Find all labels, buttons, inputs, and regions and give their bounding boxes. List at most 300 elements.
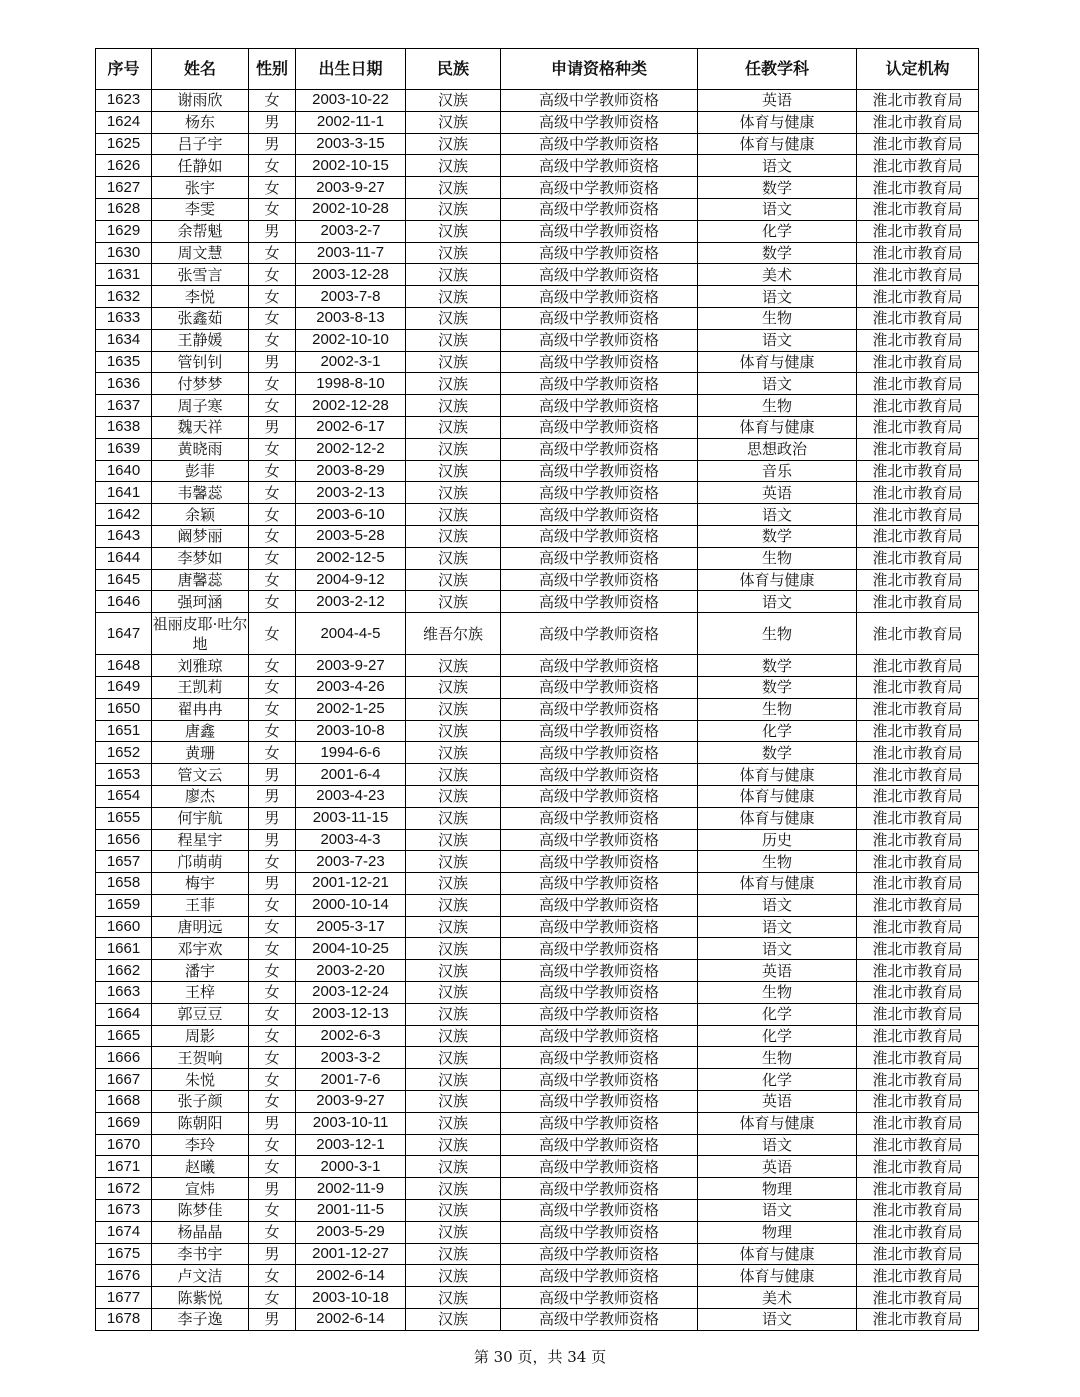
cell-name: 张鑫茹 <box>152 307 249 329</box>
cell-gender: 女 <box>249 264 296 286</box>
cell-serial-number: 1627 <box>96 177 152 199</box>
cell-birth-date: 2004-9-12 <box>296 569 406 591</box>
cell-name: 唐明远 <box>152 916 249 938</box>
cell-ethnicity: 汉族 <box>406 829 501 851</box>
cell-ethnicity: 汉族 <box>406 1025 501 1047</box>
table-row <box>96 395 979 417</box>
cell-name: 余颖 <box>152 504 249 526</box>
cell-gender: 女 <box>249 1156 296 1178</box>
cell-gender: 女 <box>249 720 296 742</box>
cell-subject: 英语 <box>698 1091 857 1113</box>
cell-ethnicity: 汉族 <box>406 1091 501 1113</box>
cell-name: 李梦如 <box>152 547 249 569</box>
cell-ethnicity: 汉族 <box>406 177 501 199</box>
cell-serial-number: 1676 <box>96 1265 152 1287</box>
table-row <box>96 742 979 764</box>
cell-serial-number: 1670 <box>96 1134 152 1156</box>
cell-subject: 语文 <box>698 373 857 395</box>
cell-ethnicity: 汉族 <box>406 676 501 698</box>
table-row <box>96 438 979 460</box>
cell-name: 管文云 <box>152 764 249 786</box>
cell-serial-number: 1665 <box>96 1025 152 1047</box>
cell-certifying-authority: 淮北市教育局 <box>857 742 979 764</box>
cell-name: 李玲 <box>152 1134 249 1156</box>
cell-subject: 英语 <box>698 1156 857 1178</box>
cell-ethnicity: 汉族 <box>406 1047 501 1069</box>
cell-qualification-type: 高级中学教师资格 <box>501 351 698 373</box>
cell-qualification-type: 高级中学教师资格 <box>501 286 698 308</box>
cell-gender: 女 <box>249 591 296 613</box>
table-row <box>96 1265 979 1287</box>
cell-subject: 体育与健康 <box>698 807 857 829</box>
cell-name: 李子逸 <box>152 1309 249 1331</box>
cell-ethnicity: 汉族 <box>406 373 501 395</box>
cell-serial-number: 1668 <box>96 1091 152 1113</box>
cell-birth-date: 2003-10-11 <box>296 1112 406 1134</box>
cell-qualification-type: 高级中学教师资格 <box>501 569 698 591</box>
cell-certifying-authority: 淮北市教育局 <box>857 569 979 591</box>
cell-certifying-authority: 淮北市教育局 <box>857 1265 979 1287</box>
cell-certifying-authority: 淮北市教育局 <box>857 177 979 199</box>
cell-gender: 男 <box>249 764 296 786</box>
cell-certifying-authority: 淮北市教育局 <box>857 351 979 373</box>
cell-subject: 体育与健康 <box>698 111 857 133</box>
cell-qualification-type: 高级中学教师资格 <box>501 504 698 526</box>
cell-certifying-authority: 淮北市教育局 <box>857 1047 979 1069</box>
cell-subject: 思想政治 <box>698 438 857 460</box>
cell-gender: 女 <box>249 547 296 569</box>
cell-gender: 男 <box>249 416 296 438</box>
cell-birth-date: 2004-10-25 <box>296 938 406 960</box>
cell-gender: 女 <box>249 938 296 960</box>
cell-subject: 体育与健康 <box>698 133 857 155</box>
cell-subject: 生物 <box>698 547 857 569</box>
table-row <box>96 1069 979 1091</box>
cell-qualification-type: 高级中学教师资格 <box>501 676 698 698</box>
cell-gender: 男 <box>249 1178 296 1200</box>
cell-birth-date: 2002-12-2 <box>296 438 406 460</box>
cell-birth-date: 2003-12-13 <box>296 1003 406 1025</box>
cell-name: 余帮魁 <box>152 220 249 242</box>
table-row <box>96 1309 979 1331</box>
cell-qualification-type: 高级中学教师资格 <box>501 177 698 199</box>
cell-ethnicity: 汉族 <box>406 960 501 982</box>
cell-gender: 男 <box>249 220 296 242</box>
table-row <box>96 198 979 220</box>
cell-qualification-type: 高级中学教师资格 <box>501 1200 698 1222</box>
header-qualification-type: 申请资格种类 <box>501 49 698 90</box>
cell-certifying-authority: 淮北市教育局 <box>857 1200 979 1222</box>
cell-serial-number: 1677 <box>96 1287 152 1309</box>
cell-subject: 语文 <box>698 1309 857 1331</box>
cell-gender: 女 <box>249 90 296 112</box>
cell-gender: 女 <box>249 613 296 655</box>
cell-name: 陈朝阳 <box>152 1112 249 1134</box>
cell-serial-number: 1644 <box>96 547 152 569</box>
table-row <box>96 307 979 329</box>
cell-birth-date: 2003-4-23 <box>296 785 406 807</box>
cell-name: 李雯 <box>152 198 249 220</box>
cell-subject: 英语 <box>698 960 857 982</box>
cell-subject: 语文 <box>698 198 857 220</box>
header-certifying-authority: 认定机构 <box>857 49 979 90</box>
cell-certifying-authority: 淮北市教育局 <box>857 613 979 655</box>
cell-birth-date: 2003-10-8 <box>296 720 406 742</box>
table-row <box>96 1243 979 1265</box>
cell-birth-date: 2003-2-12 <box>296 591 406 613</box>
cell-qualification-type: 高级中学教师资格 <box>501 1112 698 1134</box>
cell-serial-number: 1626 <box>96 155 152 177</box>
cell-qualification-type: 高级中学教师资格 <box>501 960 698 982</box>
table-row <box>96 785 979 807</box>
cell-subject: 体育与健康 <box>698 1265 857 1287</box>
cell-certifying-authority: 淮北市教育局 <box>857 698 979 720</box>
cell-ethnicity: 汉族 <box>406 938 501 960</box>
cell-name: 强珂涵 <box>152 591 249 613</box>
cell-ethnicity: 汉族 <box>406 1003 501 1025</box>
table-row <box>96 613 979 655</box>
cell-ethnicity: 汉族 <box>406 720 501 742</box>
cell-name: 赵曦 <box>152 1156 249 1178</box>
cell-ethnicity: 汉族 <box>406 851 501 873</box>
cell-subject: 英语 <box>698 90 857 112</box>
cell-qualification-type: 高级中学教师资格 <box>501 1047 698 1069</box>
cell-name: 周影 <box>152 1025 249 1047</box>
cell-birth-date: 2003-7-23 <box>296 851 406 873</box>
cell-subject: 历史 <box>698 829 857 851</box>
cell-serial-number: 1655 <box>96 807 152 829</box>
cell-serial-number: 1647 <box>96 613 152 655</box>
cell-qualification-type: 高级中学教师资格 <box>501 547 698 569</box>
cell-gender: 女 <box>249 373 296 395</box>
header-row <box>96 49 979 90</box>
cell-name: 谢雨欣 <box>152 90 249 112</box>
table-row <box>96 676 979 698</box>
cell-certifying-authority: 淮北市教育局 <box>857 894 979 916</box>
cell-ethnicity: 汉族 <box>406 1200 501 1222</box>
cell-serial-number: 1625 <box>96 133 152 155</box>
table-row <box>96 1178 979 1200</box>
table-row <box>96 133 979 155</box>
cell-serial-number: 1643 <box>96 525 152 547</box>
table-row <box>96 1221 979 1243</box>
cell-ethnicity: 汉族 <box>406 111 501 133</box>
cell-name: 祖丽皮耶·吐尔地 <box>152 614 248 653</box>
cell-qualification-type: 高级中学教师资格 <box>501 698 698 720</box>
cell-qualification-type: 高级中学教师资格 <box>501 613 698 655</box>
cell-serial-number: 1649 <box>96 676 152 698</box>
cell-name: 邓宇欢 <box>152 938 249 960</box>
cell-ethnicity: 汉族 <box>406 916 501 938</box>
table-row <box>96 525 979 547</box>
cell-ethnicity: 汉族 <box>406 329 501 351</box>
cell-ethnicity: 汉族 <box>406 1134 501 1156</box>
cell-certifying-authority: 淮北市教育局 <box>857 829 979 851</box>
cell-certifying-authority: 淮北市教育局 <box>857 416 979 438</box>
cell-birth-date: 2003-4-3 <box>296 829 406 851</box>
cell-name: 张子颜 <box>152 1091 249 1113</box>
cell-birth-date: 2003-4-26 <box>296 676 406 698</box>
cell-name: 李悦 <box>152 286 249 308</box>
cell-qualification-type: 高级中学教师资格 <box>501 1025 698 1047</box>
cell-qualification-type: 高级中学教师资格 <box>501 851 698 873</box>
cell-qualification-type: 高级中学教师资格 <box>501 1069 698 1091</box>
cell-certifying-authority: 淮北市教育局 <box>857 916 979 938</box>
cell-subject: 化学 <box>698 1069 857 1091</box>
cell-gender: 女 <box>249 242 296 264</box>
cell-birth-date: 2003-11-7 <box>296 242 406 264</box>
table-row <box>96 504 979 526</box>
cell-ethnicity: 汉族 <box>406 591 501 613</box>
cell-subject: 体育与健康 <box>698 1112 857 1134</box>
cell-subject: 生物 <box>698 613 857 655</box>
cell-ethnicity: 汉族 <box>406 416 501 438</box>
cell-serial-number: 1639 <box>96 438 152 460</box>
cell-birth-date: 2002-10-10 <box>296 329 406 351</box>
table-row <box>96 873 979 895</box>
cell-gender: 女 <box>249 198 296 220</box>
table-row <box>96 1200 979 1222</box>
cell-qualification-type: 高级中学教师资格 <box>501 591 698 613</box>
cell-certifying-authority: 淮北市教育局 <box>857 807 979 829</box>
cell-name: 黄珊 <box>152 742 249 764</box>
cell-gender: 女 <box>249 1287 296 1309</box>
cell-serial-number: 1664 <box>96 1003 152 1025</box>
cell-birth-date: 2002-3-1 <box>296 351 406 373</box>
table-row <box>96 960 979 982</box>
cell-gender: 女 <box>249 1003 296 1025</box>
cell-serial-number: 1661 <box>96 938 152 960</box>
cell-qualification-type: 高级中学教师资格 <box>501 373 698 395</box>
table-row <box>96 547 979 569</box>
cell-certifying-authority: 淮北市教育局 <box>857 198 979 220</box>
cell-subject: 语文 <box>698 329 857 351</box>
cell-subject: 体育与健康 <box>698 351 857 373</box>
cell-ethnicity: 汉族 <box>406 1112 501 1134</box>
cell-birth-date: 2003-6-10 <box>296 504 406 526</box>
header-gender: 性别 <box>249 49 296 90</box>
cell-name: 唐鑫 <box>152 720 249 742</box>
cell-qualification-type: 高级中学教师资格 <box>501 525 698 547</box>
cell-certifying-authority: 淮北市教育局 <box>857 851 979 873</box>
cell-certifying-authority: 淮北市教育局 <box>857 785 979 807</box>
cell-qualification-type: 高级中学教师资格 <box>501 1287 698 1309</box>
cell-name: 黄晓雨 <box>152 438 249 460</box>
cell-birth-date: 2003-9-27 <box>296 177 406 199</box>
cell-birth-date: 2002-6-3 <box>296 1025 406 1047</box>
cell-ethnicity: 汉族 <box>406 873 501 895</box>
cell-ethnicity: 汉族 <box>406 764 501 786</box>
cell-subject: 生物 <box>698 698 857 720</box>
cell-name: 唐馨蕊 <box>152 569 249 591</box>
cell-subject: 体育与健康 <box>698 785 857 807</box>
table-row <box>96 1091 979 1113</box>
cell-certifying-authority: 淮北市教育局 <box>857 873 979 895</box>
cell-subject: 生物 <box>698 1047 857 1069</box>
cell-birth-date: 2003-12-28 <box>296 264 406 286</box>
cell-gender: 女 <box>249 504 296 526</box>
cell-gender: 女 <box>249 1221 296 1243</box>
cell-qualification-type: 高级中学教师资格 <box>501 894 698 916</box>
table-row <box>96 1025 979 1047</box>
cell-certifying-authority: 淮北市教育局 <box>857 373 979 395</box>
cell-ethnicity: 汉族 <box>406 1287 501 1309</box>
cell-birth-date: 2003-2-7 <box>296 220 406 242</box>
cell-birth-date: 2003-8-13 <box>296 307 406 329</box>
cell-serial-number: 1659 <box>96 894 152 916</box>
cell-name: 杨东 <box>152 111 249 133</box>
cell-serial-number: 1624 <box>96 111 152 133</box>
cell-gender: 男 <box>249 1309 296 1331</box>
table-row <box>96 177 979 199</box>
cell-serial-number: 1667 <box>96 1069 152 1091</box>
cell-birth-date: 2002-10-28 <box>296 198 406 220</box>
cell-name: 陈紫悦 <box>152 1287 249 1309</box>
cell-subject: 化学 <box>698 1025 857 1047</box>
cell-subject: 生物 <box>698 395 857 417</box>
cell-name: 卢文洁 <box>152 1265 249 1287</box>
cell-gender: 女 <box>249 960 296 982</box>
cell-name: 彭菲 <box>152 460 249 482</box>
cell-birth-date: 2005-3-17 <box>296 916 406 938</box>
cell-birth-date: 2003-10-18 <box>296 1287 406 1309</box>
cell-birth-date: 2001-6-4 <box>296 764 406 786</box>
cell-serial-number: 1660 <box>96 916 152 938</box>
cell-ethnicity: 汉族 <box>406 547 501 569</box>
cell-certifying-authority: 淮北市教育局 <box>857 438 979 460</box>
cell-serial-number: 1629 <box>96 220 152 242</box>
cell-ethnicity: 汉族 <box>406 698 501 720</box>
cell-ethnicity: 汉族 <box>406 90 501 112</box>
cell-birth-date: 2002-12-5 <box>296 547 406 569</box>
cell-gender: 女 <box>249 482 296 504</box>
cell-birth-date: 1998-8-10 <box>296 373 406 395</box>
cell-subject: 生物 <box>698 982 857 1004</box>
cell-serial-number: 1646 <box>96 591 152 613</box>
table-row <box>96 329 979 351</box>
cell-qualification-type: 高级中学教师资格 <box>501 1091 698 1113</box>
cell-ethnicity: 汉族 <box>406 982 501 1004</box>
cell-name: 王凯莉 <box>152 676 249 698</box>
cell-qualification-type: 高级中学教师资格 <box>501 133 698 155</box>
cell-serial-number: 1652 <box>96 742 152 764</box>
cell-subject: 体育与健康 <box>698 416 857 438</box>
cell-gender: 女 <box>249 1069 296 1091</box>
cell-certifying-authority: 淮北市教育局 <box>857 547 979 569</box>
cell-qualification-type: 高级中学教师资格 <box>501 655 698 677</box>
cell-gender: 女 <box>249 307 296 329</box>
cell-serial-number: 1634 <box>96 329 152 351</box>
cell-gender: 男 <box>249 111 296 133</box>
cell-certifying-authority: 淮北市教育局 <box>857 90 979 112</box>
cell-ethnicity: 汉族 <box>406 286 501 308</box>
cell-subject: 英语 <box>698 482 857 504</box>
cell-ethnicity: 汉族 <box>406 395 501 417</box>
cell-qualification-type: 高级中学教师资格 <box>501 916 698 938</box>
cell-ethnicity: 汉族 <box>406 155 501 177</box>
cell-certifying-authority: 淮北市教育局 <box>857 1134 979 1156</box>
header-birth-date: 出生日期 <box>296 49 406 90</box>
cell-subject: 语文 <box>698 894 857 916</box>
cell-gender: 女 <box>249 1047 296 1069</box>
cell-qualification-type: 高级中学教师资格 <box>501 938 698 960</box>
cell-gender: 女 <box>249 655 296 677</box>
cell-qualification-type: 高级中学教师资格 <box>501 307 698 329</box>
cell-serial-number: 1630 <box>96 242 152 264</box>
cell-birth-date: 2003-10-22 <box>296 90 406 112</box>
cell-subject: 语文 <box>698 1134 857 1156</box>
cell-gender: 男 <box>249 829 296 851</box>
table-row <box>96 220 979 242</box>
cell-qualification-type: 高级中学教师资格 <box>501 873 698 895</box>
cell-birth-date: 2003-3-2 <box>296 1047 406 1069</box>
cell-serial-number: 1631 <box>96 264 152 286</box>
cell-gender: 女 <box>249 1134 296 1156</box>
cell-subject: 数学 <box>698 655 857 677</box>
cell-birth-date: 2004-4-5 <box>296 613 406 655</box>
cell-birth-date: 2003-9-27 <box>296 1091 406 1113</box>
cell-qualification-type: 高级中学教师资格 <box>501 1309 698 1331</box>
cell-qualification-type: 高级中学教师资格 <box>501 198 698 220</box>
cell-gender: 女 <box>249 395 296 417</box>
cell-qualification-type: 高级中学教师资格 <box>501 242 698 264</box>
cell-birth-date: 1994-6-6 <box>296 742 406 764</box>
table-row <box>96 111 979 133</box>
cell-name: 王静媛 <box>152 329 249 351</box>
cell-certifying-authority: 淮北市教育局 <box>857 1243 979 1265</box>
cell-name: 朱悦 <box>152 1069 249 1091</box>
cell-ethnicity: 汉族 <box>406 351 501 373</box>
cell-serial-number: 1656 <box>96 829 152 851</box>
cell-name: 翟冉冉 <box>152 698 249 720</box>
cell-birth-date: 2002-6-17 <box>296 416 406 438</box>
cell-name: 王梓 <box>152 982 249 1004</box>
cell-name: 魏天祥 <box>152 416 249 438</box>
cell-serial-number: 1657 <box>96 851 152 873</box>
cell-qualification-type: 高级中学教师资格 <box>501 829 698 851</box>
cell-gender: 女 <box>249 851 296 873</box>
cell-subject: 语文 <box>698 286 857 308</box>
cell-subject: 数学 <box>698 177 857 199</box>
cell-birth-date: 2003-7-8 <box>296 286 406 308</box>
cell-birth-date: 2001-12-27 <box>296 1243 406 1265</box>
cell-ethnicity: 汉族 <box>406 894 501 916</box>
cell-qualification-type: 高级中学教师资格 <box>501 460 698 482</box>
cell-name: 韦馨蕊 <box>152 482 249 504</box>
table-header <box>96 49 979 90</box>
cell-gender: 女 <box>249 177 296 199</box>
cell-ethnicity: 汉族 <box>406 242 501 264</box>
cell-ethnicity: 汉族 <box>406 742 501 764</box>
cell-birth-date: 2002-1-25 <box>296 698 406 720</box>
cell-subject: 化学 <box>698 1003 857 1025</box>
cell-subject: 数学 <box>698 525 857 547</box>
cell-qualification-type: 高级中学教师资格 <box>501 264 698 286</box>
cell-name: 杨晶晶 <box>152 1221 249 1243</box>
cell-name: 周文慧 <box>152 242 249 264</box>
cell-ethnicity: 汉族 <box>406 460 501 482</box>
cell-certifying-authority: 淮北市教育局 <box>857 1091 979 1113</box>
cell-name: 何宇航 <box>152 807 249 829</box>
table-row <box>96 1156 979 1178</box>
cell-certifying-authority: 淮北市教育局 <box>857 1309 979 1331</box>
cell-gender: 女 <box>249 982 296 1004</box>
cell-ethnicity: 汉族 <box>406 569 501 591</box>
cell-name: 任静如 <box>152 155 249 177</box>
cell-ethnicity: 汉族 <box>406 807 501 829</box>
cell-birth-date: 2000-10-14 <box>296 894 406 916</box>
cell-subject: 语文 <box>698 504 857 526</box>
